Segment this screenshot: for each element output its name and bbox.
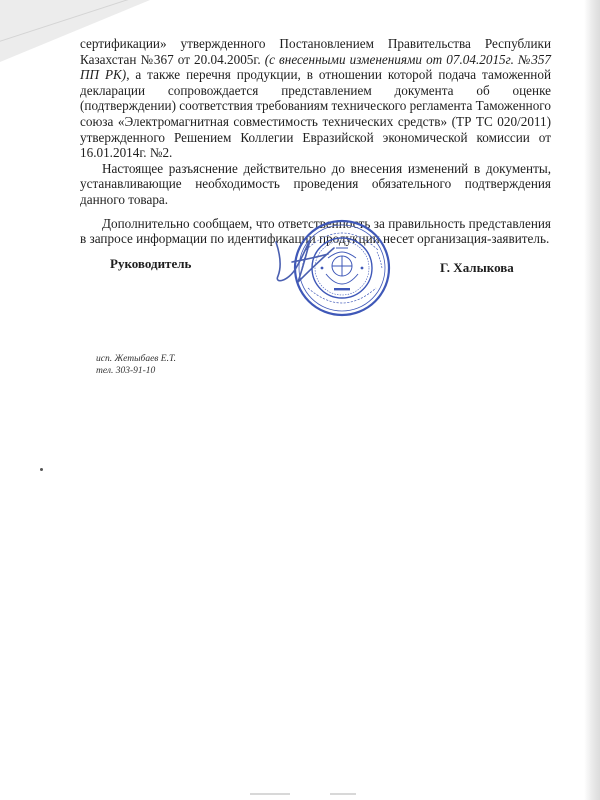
text-run: Настоящее разъяснение действительно до внесения изменений в документы, устанавливающие необходимость проведения обязательного подтверждения данного товара. — [80, 160, 551, 207]
paragraph-validity — [80, 161, 551, 208]
scan-artifact — [250, 793, 290, 795]
scan-speck — [40, 468, 43, 471]
scan-artifact — [330, 793, 356, 795]
signatory-title: Руководитель — [110, 256, 192, 271]
text-run-italic: (с внесенными изменениями от 07.04.2015г. №357 ПП РК) — [80, 51, 552, 83]
letter-body — [80, 36, 551, 247]
handwritten-signature — [262, 232, 344, 294]
executor-phone: тел. 303-91-10 — [96, 365, 156, 376]
executor-name: исп. Жетыбаев Е.Т. — [96, 354, 177, 364]
text-run: , а также перечня продукции, в отношении которой подача таможенной декларации сопровождается представлением документа об оценке (подтверждении) соответствия требованиям технического регламента Таможенного союза «Электромагнитная совместимость технических средств» (ТР ТС 020/2011) утвержденного Решением Коллегии Евразийской экономической комиссии от 16.01.2014г. №2. — [80, 67, 551, 161]
signatory-name: Г. Халыкова — [440, 260, 514, 275]
executor-info — [96, 354, 176, 377]
paragraph-regulation-reference — [80, 36, 551, 161]
page-edge-shadow — [584, 0, 600, 800]
text-run: сертификации» утвержденного Постановлением Правительства Республики Казахстан №367 от 20.04.2005г. — [80, 36, 551, 67]
text-run: Дополнительно сообщаем, что ответственность за правильность представления в запросе информации по идентификации продукции несет организация-заявитель. — [80, 215, 551, 247]
